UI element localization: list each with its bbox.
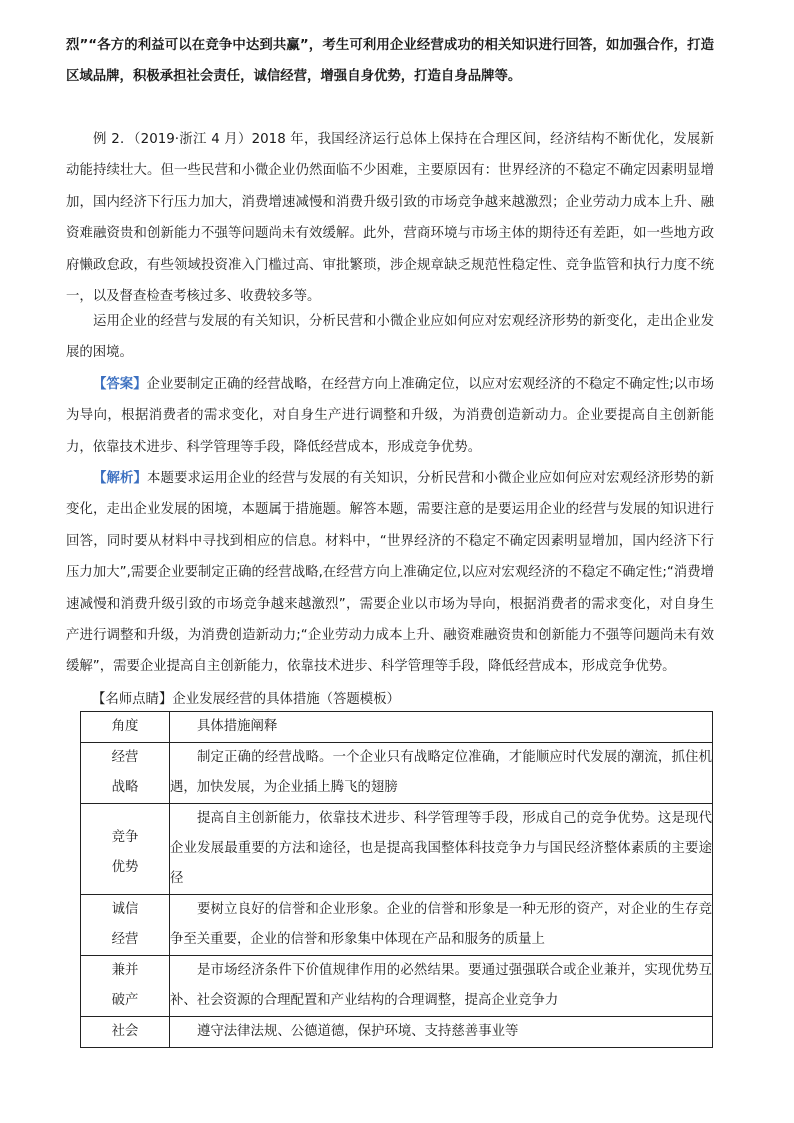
- table-cell-angle: 社会: [81, 1017, 170, 1048]
- table-header-angle: 角度: [81, 712, 170, 743]
- tip-heading: 【名师点睛】企业发展经营的具体措施（答题模板）: [92, 692, 400, 707]
- table-row: [81, 804, 713, 895]
- measures-table: [80, 711, 713, 1048]
- table-row: [81, 956, 713, 1017]
- analysis-text: 本题要求运用企业的经营与发展的有关知识，分析民营和小微企业应如何应对宏观经济形势的新变化，走出企业发展的困境，本题属于措施题。解答本题，需要注意的是要运用企业的经营与发展的知识进行回答，同时要从材料中寻找到相应的信息。材料中，“世界经济的不稳定不确定因素明显增加，国内经济下行压力加大”,需要企业要制定正确的经营战略,在经营方向上准确定位,以应对宏观经济的不稳定不确定性;“消费增速减慢和消费升级引致的市场竞争越来越激烈”，需要企业以市场为导向，根据消费者的需求变化，对自身生产进行调整和升级，为消费创造新动力;“企业劳动力成本上升、融资难融资贵和创新能力不强等问题尚未有效缓解”，需要企业提高自主创新能力，依靠技术进步、科学管理等手段，降低经营成本，形成竞争优势。: [66, 471, 715, 675]
- table-header-row: [81, 712, 713, 743]
- table-cell-measure: 提高自主创新能力，依靠技术进步、科学管理等手段，形成自己的竞争优势。这是现代企业发展最重要的方法和途径，也是提高我国整体科技竞争力与国民经济整体素质的主要途径: [170, 804, 713, 895]
- answer-tag: 【答案】: [93, 377, 147, 392]
- paragraph-intro-text: 烈”“各方的利益可以在竞争中达到共赢”，考生可利用企业经营成功的相关知识进行回答，如加强合作，打造区域品牌，积极承担社会责任，诚信经营，增强自身优势，打造自身品牌等。: [66, 38, 714, 85]
- example-material-text: 2018 年，我国经济运行总体上保持在合理区间，经济结构不断优化，发展新动能持续壮大。但一些民营和小微企业仍然面临不少困难，主要原因有：世界经济的不稳定不确定因素明显增加，国内经济下行压力加大，消费增速减慢和消费升级引致的市场竞争越来越激烈；企业劳动力成本上升、融资难融资贵和创新能力不强等问题尚未有效缓解。此外，营商环境与市场主体的期待还有差距，如一些地方政府懒政怠政，有些领域投资准入门槛过高、审批繁琐，涉企规章缺乏规范性稳定性、竞争监管和执行力度不统一，以及督查检查考核过多、收费较多等。: [66, 132, 714, 305]
- table-cell-measure: 是市场经济条件下价值规律作用的必然结果。要通过强强联合或企业兼并，实现优势互补、社会资源的合理配置和产业结构的合理调整，提高企业竞争力: [170, 956, 713, 1017]
- table-cell-measure: 要树立良好的信誉和企业形象。企业的信誉和形象是一种无形的资产，对企业的生存竞争至关重要，企业的信誉和形象集中体现在产品和服务的质量上: [170, 895, 713, 956]
- answer-text: 企业要制定正确的经营战略，在经营方向上准确定位，以应对宏观经济的不稳定不确定性;以市场为导向，根据消费者的需求变化，对自身生产进行调整和升级，为消费创造新动力。企业要提高自主创新能力，依靠技术进步、科学管理等手段，降低经营成本，形成竞争优势。: [66, 377, 714, 455]
- example-paragraph: [66, 124, 714, 312]
- table-row: [81, 743, 713, 804]
- table-header-measures: 具体措施阐释: [170, 712, 713, 743]
- paragraph-intro-continuation: [66, 30, 714, 93]
- table-cell-measure: 遵守法律法规、公德道德，保护环境、支持慈善事业等: [170, 1017, 713, 1048]
- table-cell-angle: 兼并 破产: [81, 956, 170, 1017]
- table-row: [81, 1017, 713, 1048]
- example-label: 例 2．（2019·浙江 4 月）: [93, 132, 252, 147]
- table-cell-angle: 诚信 经营: [81, 895, 170, 956]
- table-row: [81, 895, 713, 956]
- question-text: 运用企业的经营与发展的有关知识，分析民营和小微企业应如何应对宏观经济形势的新变化，走出企业发展的困境。: [66, 314, 714, 361]
- table-cell-angle: 竞争 优势: [81, 804, 170, 895]
- table-cell-measure: 制定正确的经营战略。一个企业只有战略定位准确，才能顺应时代发展的潮流，抓住机遇，加快发展，为企业插上腾飞的翅膀: [170, 743, 713, 804]
- analysis-tag: 【解析】: [93, 471, 148, 486]
- question-paragraph: [66, 306, 714, 369]
- analysis-paragraph: [66, 463, 714, 683]
- answer-paragraph: [66, 369, 714, 463]
- table-cell-angle: 经营 战略: [81, 743, 170, 804]
